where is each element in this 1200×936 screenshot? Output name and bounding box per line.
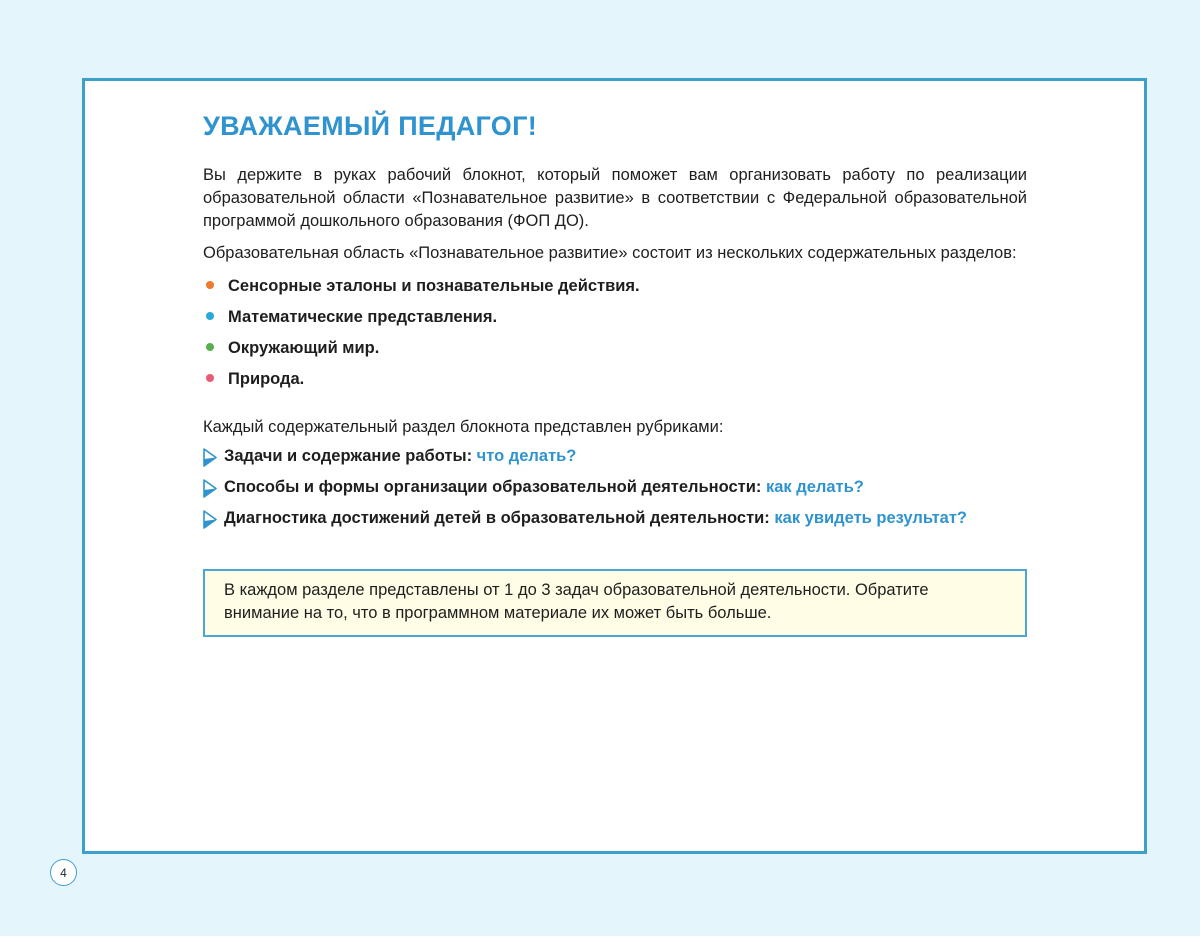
list-item [203, 476, 1027, 499]
bullet-dot-icon [206, 312, 214, 320]
list-item [203, 275, 1027, 298]
rubric-label: Способы и формы организации образовательной деятельности: [224, 478, 762, 496]
rubric-label: Диагностика достижений детей в образовательной деятельности: [224, 509, 770, 527]
page-frame [82, 78, 1147, 854]
rubric-question: что делать? [476, 447, 577, 465]
list-item [203, 507, 1027, 530]
arrow-marker-icon [203, 510, 217, 529]
rubrics-list [203, 445, 1027, 530]
page-title: УВАЖАЕМЫЙ ПЕДАГОГ! [203, 111, 537, 141]
page-number: 4 [50, 859, 77, 886]
list-item [203, 306, 1027, 329]
bullet-dot-icon [206, 281, 214, 289]
bullet-dot-icon [206, 343, 214, 351]
section-label: Природа. [228, 370, 305, 388]
rubrics-intro-paragraph: Каждый содержательный раздел блокнота представлен рубриками: [203, 418, 724, 436]
section-label: Сенсорные эталоны и познавательные действия. [228, 277, 640, 295]
sections-list [203, 275, 1027, 391]
rubric-question: как увидеть результат? [774, 509, 967, 527]
section-label: Математические представления. [228, 308, 498, 326]
bullet-dot-icon [206, 374, 214, 382]
arrow-marker-icon [203, 448, 217, 467]
list-item [203, 337, 1027, 360]
note-box: В каждом разделе представлены от 1 до 3 задач образовательной деятельности. Обратите внимание на то, что в программном материале их может быть больше. [203, 569, 1027, 637]
list-item [203, 445, 1027, 468]
section-label: Окружающий мир. [228, 339, 380, 357]
rubric-label: Задачи и содержание работы: [224, 447, 473, 465]
arrow-marker-icon [203, 479, 217, 498]
intro-paragraph: Вы держите в руках рабочий блокнот, который поможет вам организовать работу по реализации образовательной области «Познавательное развитие» в соответствии с Федеральной образовательной программой дошкольного образования (ФОП ДО). [203, 166, 1027, 230]
page-content [203, 111, 1027, 637]
rubric-question: как делать? [765, 478, 864, 496]
sections-intro-paragraph: Образовательная область «Познавательное развитие» состоит из нескольких содержательных разделов: [203, 244, 1017, 262]
list-item [203, 368, 1027, 391]
